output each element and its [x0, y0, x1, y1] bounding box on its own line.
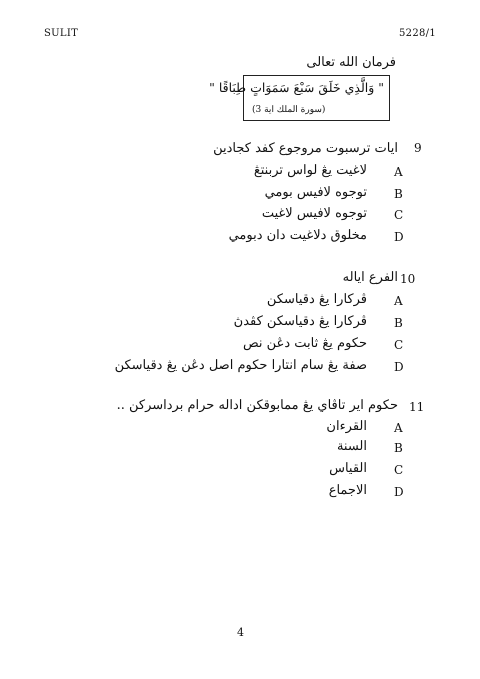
header-left: SULIT: [44, 28, 79, 39]
page-number: 4: [237, 626, 244, 639]
option-label: A: [394, 294, 403, 308]
option-label: A: [394, 421, 403, 435]
option-label: B: [394, 441, 403, 455]
option-text: ڤركارا يڠ دقياسكن كڤدڽ: [233, 314, 367, 329]
option-label: D: [394, 360, 404, 374]
option-label: C: [394, 338, 404, 352]
option-text: ڤركارا يڠ دقياسكن: [266, 292, 367, 307]
intro-line: فرمان الله تعالى: [306, 55, 396, 70]
option-label: B: [394, 187, 403, 201]
question-text: حكوم اير تاڤاي يڠ ممابوقكن اداله حرام برداسركن ..: [116, 398, 398, 413]
verse-text: " وَالَّذِي خَلَقَ سَبْعَ سَمَوَاتٍ طِبَاقًا ": [209, 80, 384, 95]
option-text: صفة يڠ سام انتارا حكوم اصل دڠن يڠ دقياسكن: [114, 358, 367, 373]
option-text: مخلوق دلاغيت دان دبومي: [228, 228, 367, 243]
option-text: توجوه لافيس لاغيت: [261, 206, 367, 221]
question-number: 10: [400, 272, 416, 286]
option-text: الاجماع: [328, 483, 367, 498]
option-label: A: [394, 165, 403, 179]
option-text: القرءان: [326, 419, 367, 434]
option-text: القياس: [329, 461, 367, 476]
verse-citation: (سورة الملك اية 3): [252, 105, 326, 115]
option-text: لاغيت يڠ لواس تربنتڠ: [253, 163, 367, 178]
option-label: B: [394, 316, 403, 330]
option-text: حكوم يڠ ثابت دڠن نص: [243, 336, 367, 351]
question-number: 9: [414, 141, 422, 155]
question-text: الفرع اياله: [342, 270, 398, 285]
option-label: D: [394, 485, 404, 499]
option-text: توجوه لافيس بومي: [264, 185, 367, 200]
question-number: 11: [409, 400, 425, 414]
header-right: 5228/1: [399, 28, 436, 39]
question-text: ايات ترسبوت مروجوع كفد كجادين: [213, 141, 398, 156]
option-label: C: [394, 463, 404, 477]
option-label: D: [394, 230, 404, 244]
option-text: السنة: [336, 439, 367, 454]
option-label: C: [394, 208, 404, 222]
